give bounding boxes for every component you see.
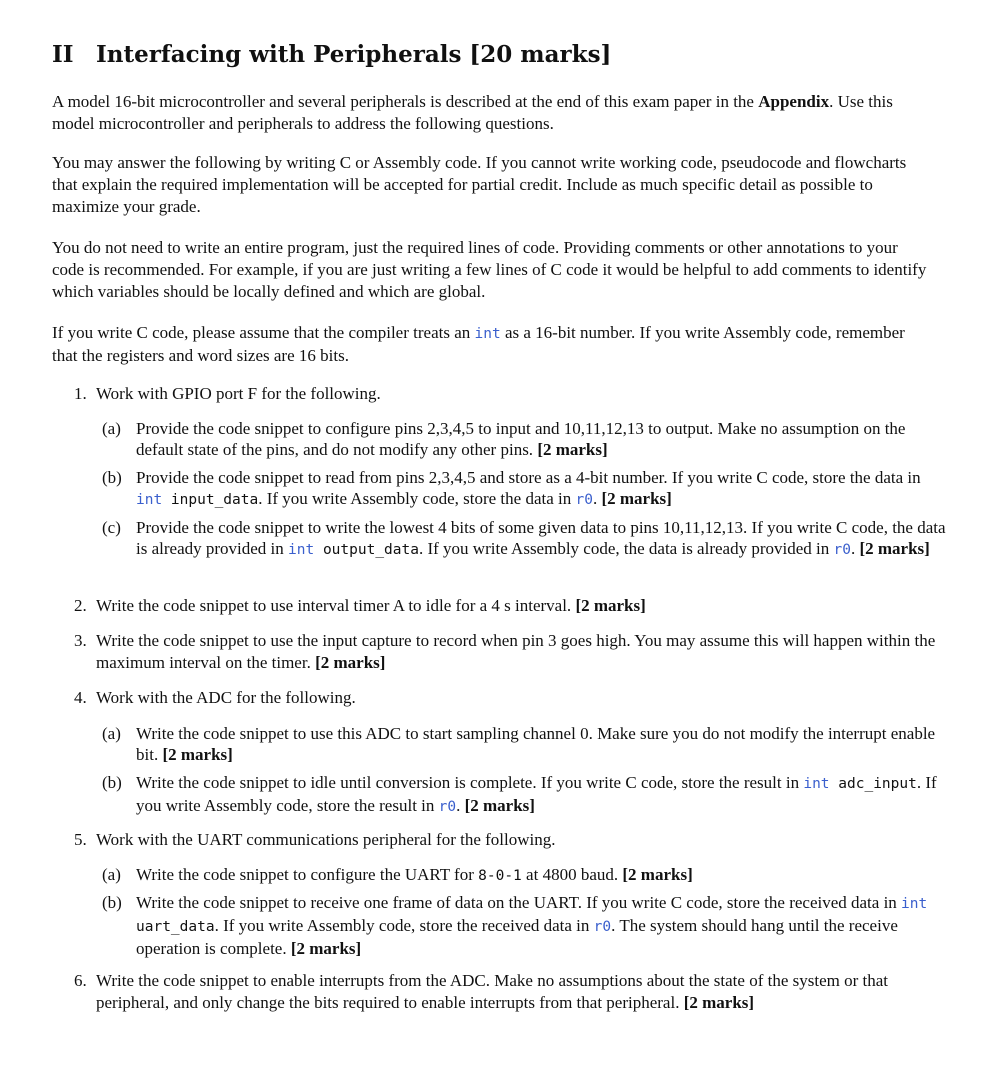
question-4a: (a) Write the code snippet to use this ADC to start sampling channel 0. Make sure you do not modify the interrupt enable bit. [2 marks] xyxy=(102,724,936,764)
question-1: 1. Work with GPIO port F for the following. xyxy=(74,384,381,403)
marks-label: [2 marks] xyxy=(464,796,535,815)
marks-label: [2 marks] xyxy=(575,596,646,615)
variable-output-data: output_data xyxy=(314,542,419,558)
marks-label: [2 marks] xyxy=(290,939,362,958)
variable-input-data: input_data xyxy=(162,492,259,508)
inline-code-int: int xyxy=(474,326,501,342)
marks-label: [2 marks] xyxy=(622,865,693,884)
register-r0: r0 xyxy=(593,919,612,935)
question-5b: (b) Write the code snippet to receive one frame of data on the UART. If you write C code, store the received data in int uart_data. If you write Assembly code, store the received data in r0. The system should hang until the receive operation is complete. [2 marks] xyxy=(102,893,928,958)
question-1b: (b) Provide the code snippet to read from pins 2,3,4,5 and store as a 4-bit number. If you write C code, store the data in int input_data. If you write Assembly code, store the data in r0. [2 marks] xyxy=(102,468,921,508)
section-number: II xyxy=(52,41,74,68)
question-1c: (c) Provide the code snippet to write the lowest 4 bits of some given data to pins 10,11,12,13. If you write C code, the data is already provided in int output_data. If you write Assembly code, the data is already provided in r0. [2 marks] xyxy=(102,518,946,558)
intro-paragraph-4: If you write C code, please assume that the compiler treats an int as a 16-bit number. If you write Assembly code, remember that the registers and word sizes are 16 bits. xyxy=(52,323,905,365)
uart-format-code: 8-0-1 xyxy=(478,868,522,884)
section-heading xyxy=(52,40,962,70)
register-r0: r0 xyxy=(438,799,457,815)
marks-label: [2 marks] xyxy=(315,653,386,672)
question-6: 6. Write the code snippet to enable interrupts from the ADC. Make no assumptions about the state of the system or that peripheral, and only change the bits required to enable interrupts from that peripheral. [2 marks] xyxy=(74,971,889,1012)
register-r0: r0 xyxy=(833,542,851,558)
question-1a: (a) Provide the code snippet to configure pins 2,3,4,5 to input and 10,11,12,13 to output. Make no assumption on the default state of the pins, and do not modify any other pins. [2 marks] xyxy=(102,419,906,459)
question-4: 4. Work with the ADC for the following. xyxy=(74,688,356,707)
marks-label: [2 marks] xyxy=(162,745,233,764)
variable-adc-input: adc_input xyxy=(829,776,917,792)
register-r0: r0 xyxy=(575,492,593,508)
intro-paragraph-2: You may answer the following by writing C or Assembly code. If you cannot write working code, pseudocode and flowcharts that explain the required implementation will be accepted for partial credit. Include as much specific detail as possible to maximize your grade. xyxy=(52,153,907,216)
intro-paragraph-3: You do not need to write an entire program, just the required lines of code. Providing comments or other annotations to your code is recommended. For example, if you are just writing a few lines of C code it would be helpful to add comments to identify which variables should be locally defined and which are global. xyxy=(52,238,927,301)
intro-paragraph-1: A model 16-bit microcontroller and several peripherals is described at the end of this exam paper in the Appendix. Use this model microcontroller and peripherals to address the following questions. xyxy=(52,92,893,133)
appendix-reference: Appendix xyxy=(758,92,830,111)
marks-label: [2 marks] xyxy=(683,993,755,1012)
question-4b: (b) Write the code snippet to idle until conversion is complete. If you write C code, store the result in int adc_input. If you write Assembly code, store the result in r0. [2 marks] xyxy=(102,773,937,815)
variable-uart-data: uart_data xyxy=(136,919,215,935)
marks-label: [2 marks] xyxy=(601,489,672,508)
question-2: 2. Write the code snippet to use interval timer A to idle for a 4 s interval. [2 marks] xyxy=(74,596,646,615)
question-5a: (a) Write the code snippet to configure the UART for 8-0-1 at 4800 baud. [2 marks] xyxy=(102,865,693,884)
section-title: Interfacing with Peripherals [20 marks] xyxy=(96,41,612,68)
marks-label: [2 marks] xyxy=(859,539,930,558)
question-3: 3. Write the code snippet to use the input capture to record when pin 3 goes high. You may assume this will happen within the maximum interval on the timer. [2 marks] xyxy=(74,631,936,672)
marks-label: [2 marks] xyxy=(537,440,608,459)
question-5: 5. Work with the UART communications peripheral for the following. xyxy=(74,830,556,849)
